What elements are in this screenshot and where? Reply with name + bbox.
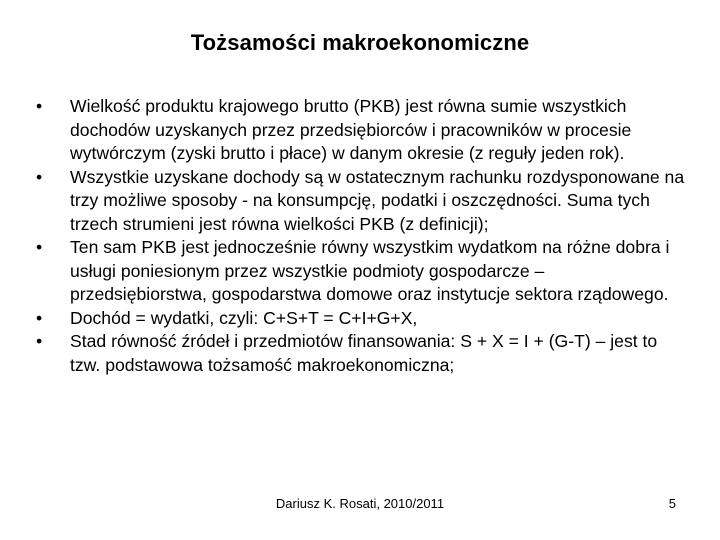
bullet-item (36, 330, 686, 377)
footer-author: Dariusz K. Rosati, 2010/2011 (275, 496, 445, 511)
bullet-dot-icon: • (36, 166, 43, 187)
bullet-item (36, 236, 686, 307)
bullet-text: Wszystkie uzyskane dochody są w ostatecznym rachunku rozdysponowane na trzy możliwe sposoby - na konsumpcję, podatki i oszczędności. Suma tych trzech strumieni jest równa wielkości PKB (z definicji); (70, 166, 685, 234)
bullet-text: Ten sam PKB jest jednocześnie równy wszystkim wydatkom na różne dobra i usługi poniesionym przez wszystkie podmioty gospodarcze – przedsiębiorstwa, gospodarstwa domowe oraz instytucje sektora rządowego. (70, 237, 670, 304)
bullet-item (36, 166, 686, 237)
bullet-item (36, 307, 686, 331)
bullet-text: Stad równość źródeł i przedmiotów finansowania: S + X = I + (G-T) – jest to tzw. podstawowa tożsamość makroekonomiczna; (70, 331, 658, 375)
bullet-dot-icon: • (36, 237, 43, 257)
bullet-dot-icon: • (36, 307, 43, 328)
bullet-text: Wielkość produktu krajowego brutto (PKB) jest równa sumie wszystkich dochodów uzyskanych przez przedsiębiorców i pracowników w procesie wytwórczym (zyski brutto i płace) w danym okresie (z reguły jeden rok). (70, 96, 632, 163)
bullet-list (36, 95, 686, 377)
page-number: 5 (668, 496, 676, 511)
bullet-dot-icon: • (36, 331, 43, 351)
bullet-item (36, 95, 686, 166)
bullet-text: Dochód = wydatki, czyli: C+S+T = C+I+G+X, (70, 307, 418, 328)
slide-title: Tożsamości makroekonomiczne (190, 30, 530, 55)
bullet-dot-icon: • (36, 96, 43, 116)
